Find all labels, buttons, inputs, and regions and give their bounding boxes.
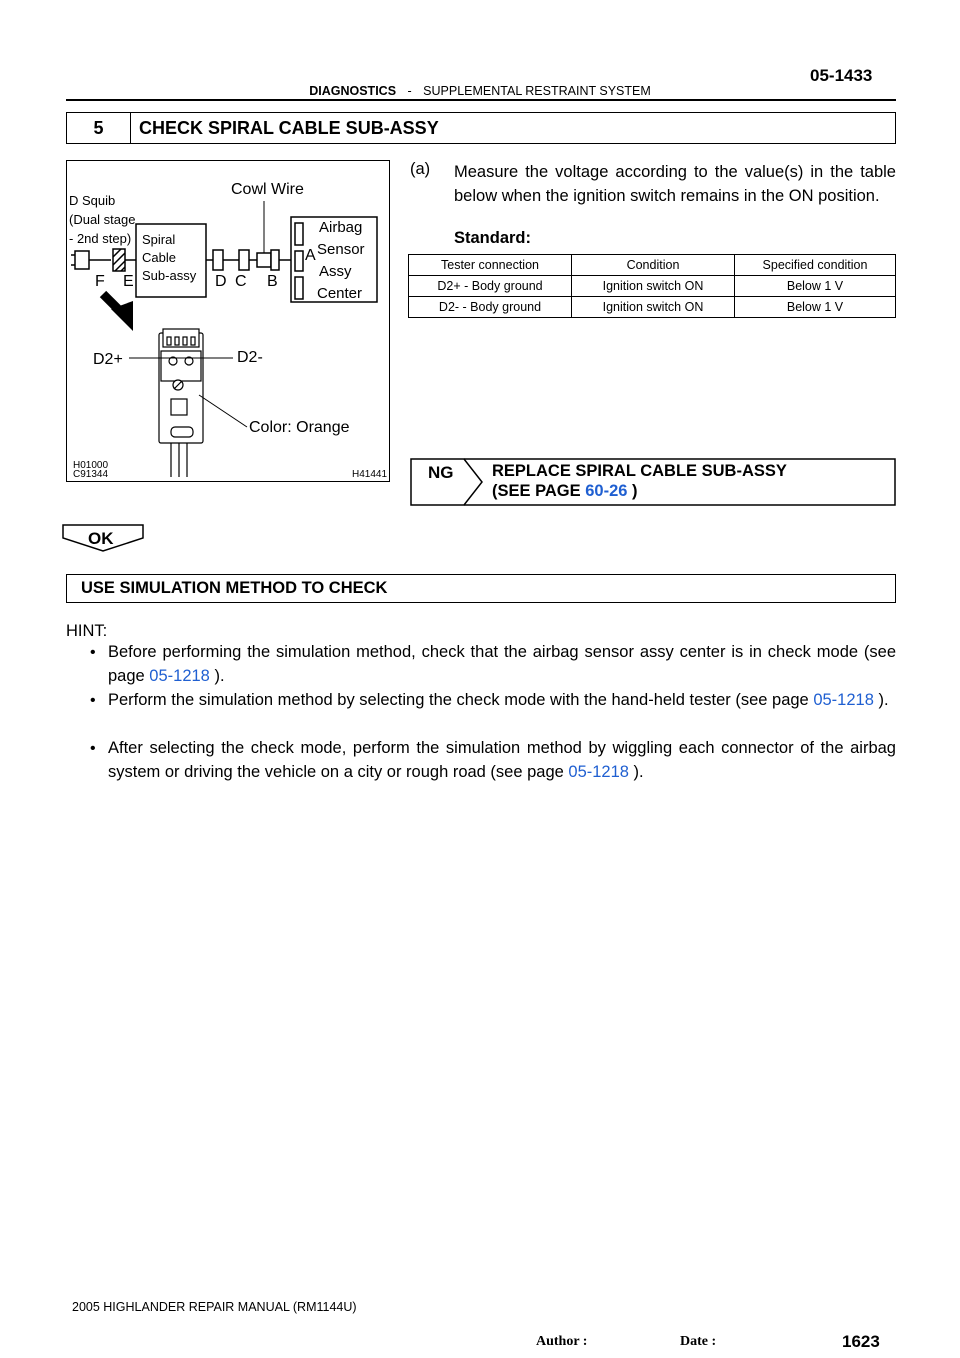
connector-e-label: E <box>123 273 134 290</box>
airbag-label-1: Airbag <box>319 219 363 236</box>
table-cell: Below 1 V <box>735 297 896 318</box>
page-link-05-1218[interactable]: 05-1218 <box>813 691 874 709</box>
step-number: 5 <box>67 113 131 143</box>
hint-text-2: Perform the simulation method by selecting the check mode with the hand-held tester (see page <box>108 691 814 709</box>
instruction-text: Measure the voltage according to the value(s) in the table below when the ignition switch remains in the ON position. <box>454 163 896 205</box>
figure-code-2: C91344 <box>73 469 109 480</box>
connector-d-shape <box>213 250 223 270</box>
squib-label-2: (Dual stage <box>69 212 136 227</box>
table-header-cell: Specified condition <box>735 255 896 276</box>
figure-code-1: H01000 <box>73 460 109 471</box>
connector-a-label: A <box>305 247 316 264</box>
table-cell: Ignition switch ON <box>572 297 735 318</box>
connector-c-shape <box>239 250 249 270</box>
connector-f-shape <box>71 251 111 269</box>
hint-text-3: After selecting the check mode, perform the simulation method by wiggling each connector of the airbag system or driving the vehicle on a city or rough road (see page <box>108 739 896 781</box>
airbag-label-4: Center <box>317 285 363 302</box>
cowl-wire-label: Cowl Wire <box>231 181 304 198</box>
table-cell: D2- - Body ground <box>409 297 572 318</box>
page-link-60-26[interactable]: 60-26 <box>585 482 628 500</box>
hint-suffix-2: ). <box>873 691 889 709</box>
bullet-icon: • <box>90 644 96 661</box>
section-header <box>0 84 960 98</box>
ng-action-line1: REPLACE SPIRAL CABLE SUB-ASSY <box>492 462 787 480</box>
hint-text-1: Before performing the simulation method, check that the airbag sensor assy center is in check mode (see page <box>108 643 896 685</box>
hint-label: HINT: <box>66 622 108 640</box>
hint-item-1 <box>108 640 896 688</box>
table-row <box>409 276 896 297</box>
footer-date-label: Date : <box>680 1334 717 1349</box>
airbag-label-2: Sensor <box>317 241 365 258</box>
table-row <box>409 297 896 318</box>
ok-label: OK <box>88 529 114 548</box>
header-rule <box>66 99 896 101</box>
squib-label-3: - 2nd step) <box>69 231 132 246</box>
table-cell: Ignition switch ON <box>572 276 735 297</box>
standard-label: Standard: <box>454 229 532 247</box>
bullet-icon: • <box>90 740 96 757</box>
table-cell: D2+ - Body ground <box>409 276 572 297</box>
connector-f-label: F <box>95 273 105 290</box>
hint-item-2 <box>108 688 896 712</box>
connector-b-shape <box>257 253 271 267</box>
footer-page-number: 1623 <box>842 1332 880 1351</box>
connector-front-view-shape <box>159 329 203 477</box>
connector-b-label: B <box>267 273 278 290</box>
ng-label: NG <box>428 463 454 482</box>
table-header-cell: Condition <box>572 255 735 276</box>
ng-line2-prefix: (SEE PAGE <box>492 482 586 500</box>
instruction-label: (a) <box>410 160 431 178</box>
hint-item-3 <box>108 736 896 784</box>
table-header-row <box>409 255 896 276</box>
connector-e-shape <box>113 249 136 271</box>
hint-suffix-1: ). <box>209 667 225 685</box>
d2-minus-label: D2- <box>237 349 263 366</box>
page-number: 05-1433 <box>810 66 873 85</box>
table-header-cell: Tester connection <box>409 255 572 276</box>
page-link-05-1218[interactable]: 05-1218 <box>568 763 629 781</box>
ng-line2-suffix: ) <box>627 482 638 500</box>
spiral-label-2: Cable <box>142 250 176 265</box>
bullet-icon: • <box>90 692 96 709</box>
connector-d-label: D <box>215 273 227 290</box>
simulation-heading-box <box>66 574 896 603</box>
spec-table <box>408 254 896 318</box>
table-cell: Below 1 V <box>735 276 896 297</box>
footer-manual-title: 2005 HIGHLANDER REPAIR MANUAL (RM1144U) <box>72 1300 357 1314</box>
hint-suffix-3: ). <box>628 763 644 781</box>
color-label: Color: Orange <box>249 419 350 436</box>
simulation-title: USE SIMULATION METHOD TO CHECK <box>81 579 388 597</box>
spiral-label-3: Sub-assy <box>142 268 197 283</box>
section-name: DIAGNOSTICS <box>309 84 397 98</box>
connector-diagram <box>66 160 390 482</box>
subsection-name: SUPPLEMENTAL RESTRAINT SYSTEM <box>423 84 651 98</box>
figure-code-3: H41441 <box>352 469 388 480</box>
squib-label-1: D Squib <box>69 193 116 208</box>
spiral-label-1: Spiral <box>142 232 176 247</box>
step-title: CHECK SPIRAL CABLE SUB-ASSY <box>139 118 439 138</box>
ng-result-block <box>410 458 896 506</box>
direction-arrow-icon <box>103 294 133 331</box>
airbag-label-3: Assy <box>319 263 352 280</box>
ng-action-line2 <box>492 482 638 501</box>
footer-author-label: Author : <box>536 1334 588 1349</box>
step-heading-box <box>66 112 896 144</box>
connector-c-label: C <box>235 273 247 290</box>
d2-plus-label: D2+ <box>93 351 123 368</box>
page-link-05-1218[interactable]: 05-1218 <box>149 667 210 685</box>
section-separator: - <box>407 84 412 98</box>
